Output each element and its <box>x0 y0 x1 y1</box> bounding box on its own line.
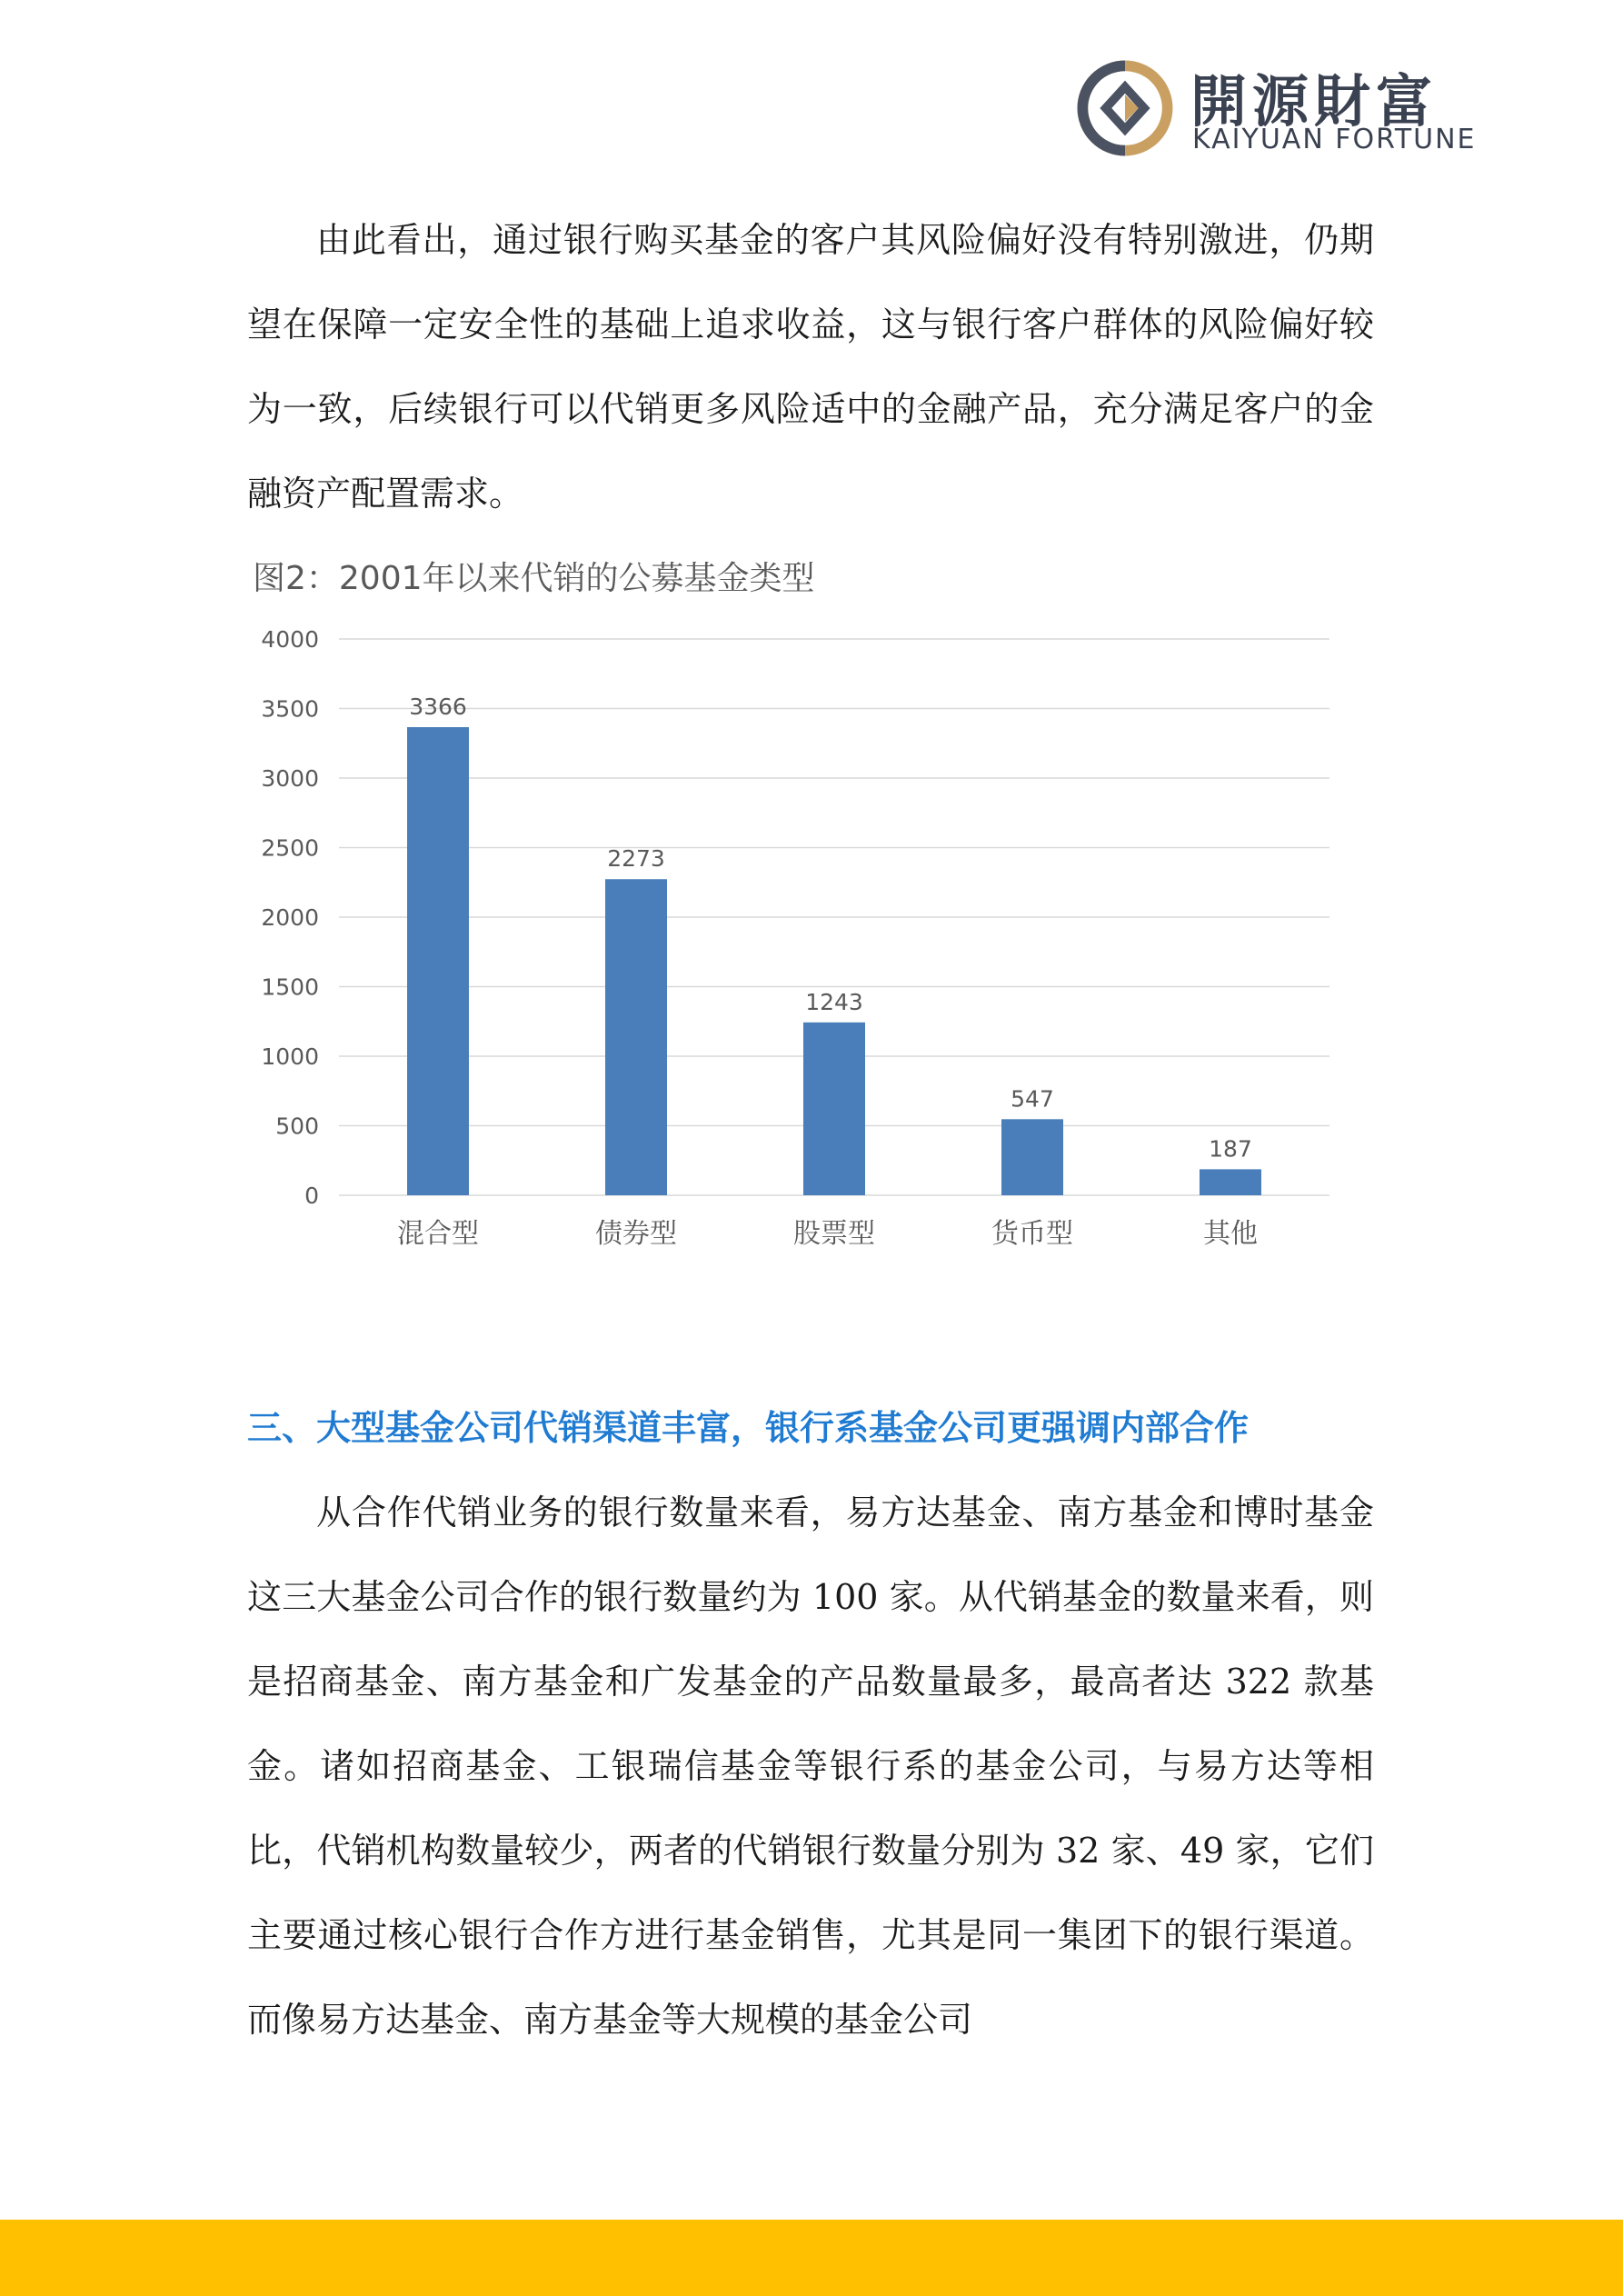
bar <box>407 727 469 1195</box>
y-tick-label: 3500 <box>261 695 319 723</box>
x-category-label: 股票型 <box>793 1218 875 1250</box>
body-paragraph-1 <box>247 198 1374 536</box>
brand-name-chinese: 開源財富 <box>1190 68 1439 135</box>
y-tick-label: 3000 <box>261 765 319 792</box>
bar <box>605 879 667 1195</box>
y-tick-label: 500 <box>275 1113 319 1140</box>
data-label: 1243 <box>805 988 863 1015</box>
x-category-label: 混合型 <box>397 1218 479 1250</box>
section-heading: 三、大型基金公司代销渠道丰富，银行系基金公司更强调内部合作 <box>247 1408 1250 1448</box>
data-label: 2273 <box>607 845 665 873</box>
company-logo <box>1077 55 1504 164</box>
paragraph-text: 由此看出，通过银行购买基金的客户其风险偏好没有特别激进，仍期望在保障一定安全性的基础上追求收益，这与银行客户群体的风险偏好较为一致，后续银行可以代销更多风险适中的金融产品，充分满足客户的金融资产配置需求。 <box>247 220 1374 514</box>
bar <box>1200 1169 1261 1195</box>
bar <box>1001 1119 1063 1195</box>
body-paragraph-2 <box>247 1471 1374 2062</box>
y-tick-label: 4000 <box>261 626 319 653</box>
y-tick-label: 0 <box>304 1183 319 1209</box>
y-tick-label: 1500 <box>261 973 319 1001</box>
x-category-label: 货币型 <box>991 1218 1073 1250</box>
x-category-label: 债券型 <box>595 1218 677 1250</box>
y-tick-label: 2500 <box>261 834 319 862</box>
paragraph-text: 从合作代销业务的银行数量来看，易方达基金、南方基金和博时基金这三大基金公司合作的银行数量约为 100 家。从代销基金的数量来看，则是招商基金、南方基金和广发基金的产品数量最多，最高者达 322 款基金。诸如招商基金、工银瑞信基金等银行系的基金公司，与易方达等相比，代销机构数量较少，两者的代销银行数量分别为 32 家、49 家，它们主要通过核心银行合作方进行基金销售，尤其是同一集团下的银行渠道。而像易方达基金、南方基金等大规模的基金公司 <box>247 1492 1374 2040</box>
data-label: 547 <box>1011 1085 1054 1113</box>
x-category-label: 其他 <box>1203 1218 1258 1250</box>
data-label: 187 <box>1209 1135 1252 1163</box>
fund-type-bar-chart <box>253 614 1343 1268</box>
y-tick-label: 2000 <box>261 904 319 931</box>
y-tick-label: 1000 <box>261 1043 319 1070</box>
brand-name-english: KAIYUAN FORTUNE <box>1192 124 1477 155</box>
bar <box>803 1023 865 1195</box>
footer-bar <box>0 2220 1623 2296</box>
logo-emblem-icon <box>1077 60 1173 156</box>
data-label: 3366 <box>409 694 467 721</box>
chart-title: 图2：2001年以来代销的公募基金类型 <box>253 560 815 597</box>
